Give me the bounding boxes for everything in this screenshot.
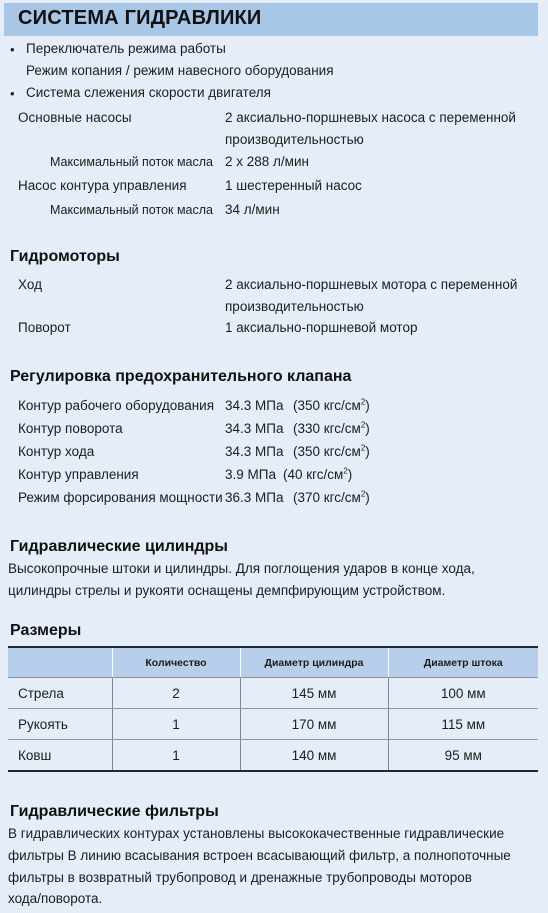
travel-value-1: 2 аксиально-поршневых мотора с переменной <box>225 277 518 292</box>
bullet-1-line-1: Переключатель режима работы <box>26 41 226 56</box>
table-header-cell <box>8 647 112 678</box>
filters-text-line-3: фильтры в возвратный трубопровод и дренажные трубопроводы моторов <box>8 870 472 885</box>
main-flow-value: 2 x 288 л/мин <box>225 154 309 169</box>
main-pumps-value-2: производительностью <box>225 132 364 147</box>
table-row <box>8 740 538 772</box>
table-row <box>8 709 538 740</box>
cylinders-heading: Гидравлические цилиндры <box>10 538 228 555</box>
control-flow-label: Максимальный поток масла <box>50 203 214 217</box>
table-row <box>8 678 538 709</box>
relief-row-label: Контур рабочего оборудования <box>18 398 215 413</box>
table-header-cell: Количество <box>112 647 240 678</box>
travel-value-2: производительностью <box>225 299 364 314</box>
bullet-1-line-2: Режим копания / режим навесного оборудования <box>26 63 334 78</box>
dimensions-table <box>8 646 538 772</box>
table-cell: Рукоять <box>8 709 112 740</box>
control-flow-value: 34 л/мин <box>225 202 280 217</box>
table-cell: 1 <box>112 740 240 772</box>
table-cell: Стрела <box>8 678 112 709</box>
control-pump-value: 1 шестеренный насос <box>225 178 362 193</box>
cylinders-text-line-2: цилиндры стрелы и рукояти оснащены демпфирующим устройством. <box>8 583 446 598</box>
relief-row-mpa: 36.3 МПа <box>225 490 284 505</box>
relief-row-mpa: 34.3 МПа <box>225 421 284 436</box>
filters-heading: Гидравлические фильтры <box>10 803 219 820</box>
table-cell: 140 мм <box>240 740 388 772</box>
table-cell: 2 <box>112 678 240 709</box>
table-header-cell: Диаметр цилиндра <box>240 647 388 678</box>
relief-row-kgf: (40 кгс/$см^2$) <box>283 466 353 482</box>
table-cell: 170 мм <box>240 709 388 740</box>
table-header-row <box>8 647 538 678</box>
relief-row-mpa: 34.3 МПа <box>225 444 284 459</box>
motors-heading: Гидромоторы <box>10 248 120 265</box>
relief-heading: Регулировка предохранительного клапана <box>10 368 352 385</box>
filters-text-line-1: В гидравлических контурах установлены высококачественные гидравлические <box>8 826 505 841</box>
dimensions-heading: Размеры <box>10 622 82 639</box>
main-pumps-label: Основные насосы <box>18 110 132 125</box>
bullet-dot: • <box>10 86 15 101</box>
relief-row-label: Режим форсирования мощности <box>18 490 223 505</box>
page-title: СИСТЕМА ГИДРАВЛИКИ <box>18 7 262 29</box>
filters-text-line-4: хода/поворота. <box>8 891 103 906</box>
table-header-cell: Диаметр штока <box>388 647 538 678</box>
swing-value: 1 аксиально-поршневой мотор <box>225 320 418 335</box>
main-flow-label: Максимальный поток масла <box>50 155 214 169</box>
relief-row-kgf: (330 кгс/$см^2$) <box>293 420 370 436</box>
swing-label: Поворот <box>18 320 71 335</box>
main-pumps-value-1: 2 аксиально-поршневых насоса с переменной <box>225 110 516 125</box>
relief-row-mpa: 3.9 МПа <box>225 467 276 482</box>
bullet-2-line-1: Система слежения скорости двигателя <box>26 85 271 100</box>
relief-row-mpa: 34.3 МПа <box>225 398 284 413</box>
relief-row-label: Контур управления <box>18 467 139 482</box>
travel-label: Ход <box>18 277 42 292</box>
filters-text-line-2: фильтры В линию всасывания встроен всасывающий фильтр, а полнопоточные <box>8 848 511 863</box>
table-cell: Ковш <box>8 740 112 772</box>
relief-row-label: Контур хода <box>18 444 95 459</box>
relief-row-label: Контур поворота <box>18 421 123 436</box>
table-cell: 145 мм <box>240 678 388 709</box>
table-cell: 115 мм <box>388 709 538 740</box>
relief-row-kgf: (350 кгс/$см^2$) <box>293 443 370 459</box>
relief-row-kgf: (370 кгс/$см^2$) <box>293 489 370 505</box>
control-pump-label: Насос контура управления <box>18 178 187 193</box>
cylinders-text-line-1: Высокопрочные штоки и цилиндры. Для поглощения ударов в конце хода, <box>8 561 475 576</box>
table-cell: 1 <box>112 709 240 740</box>
table-cell: 100 мм <box>388 678 538 709</box>
relief-row-kgf: (350 кгс/$см^2$) <box>293 397 370 413</box>
bullet-dot: • <box>10 42 15 57</box>
table-cell: 95 мм <box>388 740 538 772</box>
